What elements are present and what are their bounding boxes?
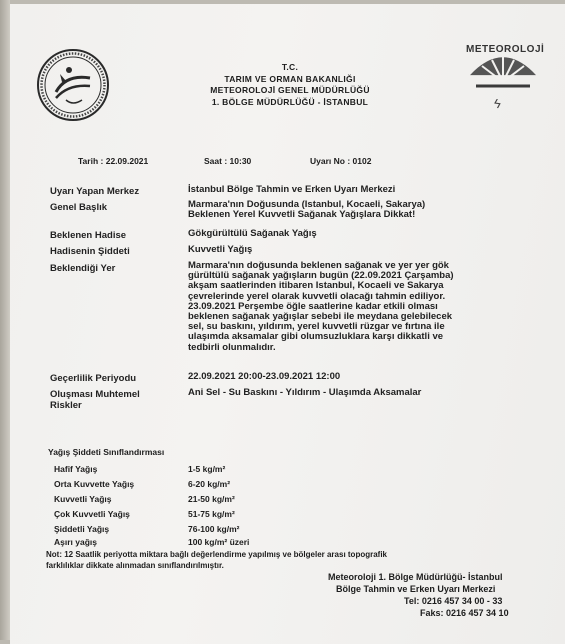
center-label: Uyarı Yapan Merkez — [50, 186, 140, 197]
risks-label-line-1: Oluşması Muhtemel — [50, 389, 140, 400]
header-ministry: TARIM VE ORMAN BAKANLIĞI — [224, 73, 356, 84]
header-directorate: METEOROLOJİ GENEL MÜDÜRLÜĞÜ — [210, 85, 370, 95]
title-value — [188, 200, 533, 220]
signature-phone: Tel: 0216 457 34 00 - 33 — [404, 596, 503, 606]
header-tc: T.C. — [281, 62, 299, 72]
note-line-2: farklılıklar dikkate alınmadan sınıflandırılmıştır. — [46, 561, 224, 570]
severity-row-name: Çok Kuvvetli Yağış — [54, 509, 130, 519]
severity-label: Hadisenin Şiddeti — [50, 246, 130, 257]
signature-office: Meteoroloji 1. Bölge Müdürlüğü- İstanbul — [328, 572, 503, 582]
handwritten-mark-icon: ϟ — [492, 95, 502, 112]
time-label: Saat : — [204, 156, 228, 166]
severity-row-range: 51-75 kg/m² — [188, 509, 235, 519]
ministry-seal-icon — [36, 48, 110, 122]
title-line-2: Beklenen Yerel Kuvvetli Sağanak Yağışlara Dikkat! — [188, 210, 416, 221]
meteo-logo-word: METEOROLOJİ — [466, 44, 545, 55]
warning-number-field — [310, 156, 371, 166]
classification-note — [46, 549, 516, 571]
severity-row-range: 21-50 kg/m² — [188, 494, 235, 504]
location-line: tedbirli olunmalıdır. — [188, 342, 276, 353]
title-label: Genel Başlık — [50, 202, 108, 213]
severity-row-range: 100 kg/m² üzeri — [188, 537, 250, 547]
center-value: İstanbul Bölge Tahmin ve Erken Uyarı Merkezi — [188, 184, 396, 195]
severity-row-range: 6-20 kg/m² — [188, 479, 231, 489]
warning-number-label: Uyarı No : — [310, 156, 351, 166]
event-label: Beklenen Hadise — [50, 230, 127, 241]
severity-row-range: 76-100 kg/m² — [188, 524, 240, 534]
signature-block — [328, 571, 558, 619]
time-field — [204, 156, 251, 166]
date-label: Tarih : — [78, 156, 104, 166]
location-line: sel, su baskını, yıldırım, yerel kuvvetli rüzgar ve fırtına ile — [188, 322, 445, 333]
warning-number-value: 0102 — [352, 156, 372, 166]
header-region: 1. BÖLGE MÜDÜRLÜĞÜ - İSTANBUL — [211, 96, 369, 107]
location-line: Marmara'nın doğusunda beklenen sağanak ve yer yer gök — [188, 261, 449, 271]
risks-label — [50, 389, 140, 411]
severity-row-name: Orta Kuvvette Yağış — [54, 479, 135, 489]
severity-table-title: Yağış Şiddeti Sınıflandırması — [48, 447, 165, 457]
location-line: akşam saatlerinden itibaren İstanbul, Kocaeli ve Sakarya — [188, 281, 444, 292]
validity-value: 22.09.2021 20:00-23.09.2021 12:00 — [188, 371, 341, 382]
location-line: beklenen sağanak yağışlar sebebi ile meydana gelebilecek — [188, 312, 453, 323]
location-line: gürültülü sağanak yağışların bugün (22.09.2021 Çarşamba) — [188, 271, 454, 282]
severity-row-name: Şiddetli Yağış — [54, 524, 110, 534]
note-line-1: Not: 12 Saatlik periyotta miktara bağlı değerlendirme yapılmış ve bölgeler arası topografik — [46, 550, 387, 559]
warning-document — [10, 4, 565, 644]
severity-row-name: Hafif Yağış — [54, 464, 98, 474]
risks-label-line-2: Riskler — [50, 400, 82, 411]
validity-label: Geçerlilik Periyodu — [50, 373, 137, 384]
event-value: Gökgürültülü Sağanak Yağış — [188, 228, 317, 239]
location-line: ulaşımda aksamalar gibi olumsuzluklara karşı dikkatli ve — [188, 332, 444, 343]
time-value: 10:30 — [229, 156, 252, 166]
sun-rays-icon — [466, 42, 540, 94]
signature-fax: Faks: 0216 457 34 10 — [420, 608, 509, 618]
signature-center: Bölge Tahmin ve Erken Uyarı Merkezi — [336, 584, 496, 594]
meteoroloji-logo — [466, 42, 545, 94]
document-header — [160, 62, 420, 108]
severity-row-name: Kuvvetli Yağış — [54, 494, 112, 504]
severity-value: Kuvvetli Yağış — [188, 244, 253, 255]
date-value: 22.09.2021 — [105, 156, 149, 166]
location-line: çevrelerinde yerel olarak kuvvetli olacağı tahmin ediliyor. — [188, 291, 446, 302]
title-line-1: Marmara'nın Doğusunda (İstanbul, Kocaeli, Sakarya) — [188, 200, 426, 210]
risks-value: Ani Sel - Su Baskını - Yıldırım - Ulaşımda Aksamalar — [188, 387, 422, 398]
location-value — [188, 261, 533, 353]
photo-background — [0, 0, 10, 640]
severity-row-name: Aşırı yağış — [54, 537, 97, 547]
severity-row-range: 1-5 kg/m² — [188, 464, 226, 474]
date-field — [78, 156, 148, 166]
location-line: 23.09.2021 Perşembe öğle saatlerine kadar etkili olması — [188, 301, 438, 312]
location-label: Beklendiği Yer — [50, 263, 116, 274]
